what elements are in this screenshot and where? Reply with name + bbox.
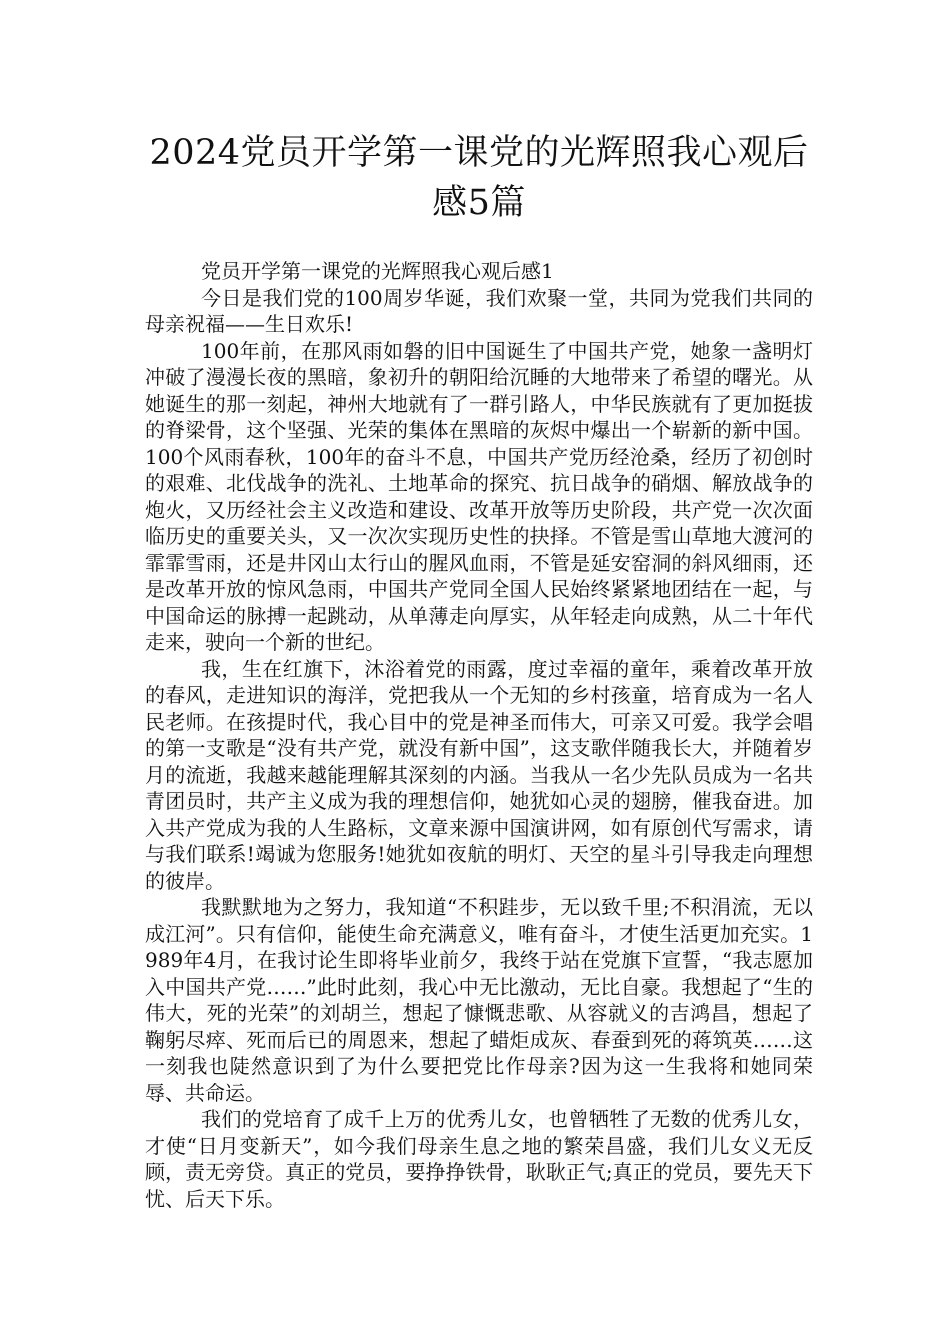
paragraph-1: 今日是我们党的100周岁华诞，我们欢聚一堂，共同为党我们共同的母亲祝福——生日欢乐!	[145, 285, 813, 336]
paragraph-2: 100年前，在那风雨如磐的旧中国诞生了中国共产党，她象一盏明灯冲破了漫漫长夜的黑暗，象初升的朝阳给沉睡的大地带来了希望的曙光。从她诞生的那一刻起，神州大地就有了一群引路人，中华民族就有了更加挺拔的脊梁骨，这个坚强、光荣的集体在黑暗的灰烬中爆出一个崭新的新中国。100个风雨春秋，100年的奋斗不息，中国共产党历经沧桑，经历了初创时的艰难、北伐战争的洗礼、土地革命的探究、抗日战争的硝烟、解放战争的炮火，又历经社会主义改造和建设、改革开放等历史阶段，共产党一次次面临历史的重要关头，又一次次实现历史性的抉择。不管是雪山草地大渡河的霏霏雪雨，还是井冈山太行山的腥风血雨，不管是延安窑洞的斜风细雨，还是改革开放的惊风急雨，中国共产党同全国人民始终紧紧地团结在一起，与中国命运的脉搏一起跳动，从单薄走向厚实，从年轻走向成熟，从二十年代走来，驶向一个新的世纪。	[145, 338, 813, 654]
paragraph-4: 我默默地为之努力，我知道“不积跬步，无以致千里;不积涓流，无以成江河”。只有信仰，能使生命充满意义，唯有奋斗，才使生活更加充实。1989年4月，在我讨论生即将毕业前夕，我终于站在党旗下宣誓，“我志愿加入中国共产党……”此时此刻，我心中无比激动，无比自豪。我想起了“生的伟大，死的光荣”的刘胡兰，想起了慷慨悲歌、从容就义的吉鸿昌，想起了鞠躬尽瘁、死而后已的周恩来，想起了蜡炬成灰、春蚕到死的蒋筑英……这一刻我也陡然意识到了为什么要把党比作母亲?因为这一生我将和她同荣辱、共命运。	[145, 895, 813, 1105]
paragraph-5: 我们的党培育了成千上万的优秀儿女，也曾牺牲了无数的优秀儿女，才使“日月变新天”，如今我们母亲生息之地的繁荣昌盛，我们儿女义无反顾，责无旁贷。真正的党员，要挣挣铁骨，耿耿正气;真正的党员，要先天下忧、后天下乐。	[145, 1107, 813, 1211]
document-title	[145, 128, 813, 228]
section-subtitle: 党员开学第一课党的光辉照我心观后感1	[201, 259, 554, 283]
title-line-1: 2024党员开学第一课党的光辉照我心观后	[149, 133, 809, 173]
title-line-2: 感5篇	[432, 183, 526, 223]
document-page	[145, 128, 813, 1212]
paragraph-3: 我，生在红旗下，沐浴着党的雨露，度过幸福的童年，乘着改革开放的春风，走进知识的海洋，党把我从一个无知的乡村孩童，培育成为一名人民老师。在孩提时代，我心目中的党是神圣而伟大，可亲又可爱。我学会唱的第一支歌是“没有共产党，就没有新中国”，这支歌伴随我长大，并随着岁月的流逝，我越来越能理解其深刻的内涵。当我从一名少先队员成为一名共青团员时，共产主义成为我的理想信仰，她犹如心灵的翅膀，催我奋进。加入共产党成为我的人生路标，文章来源中国演讲网，如有原创代写需求，请与我们联系!竭诚为您服务!她犹如夜航的明灯、天空的星斗引导我走向理想的彼岸。	[145, 656, 813, 893]
